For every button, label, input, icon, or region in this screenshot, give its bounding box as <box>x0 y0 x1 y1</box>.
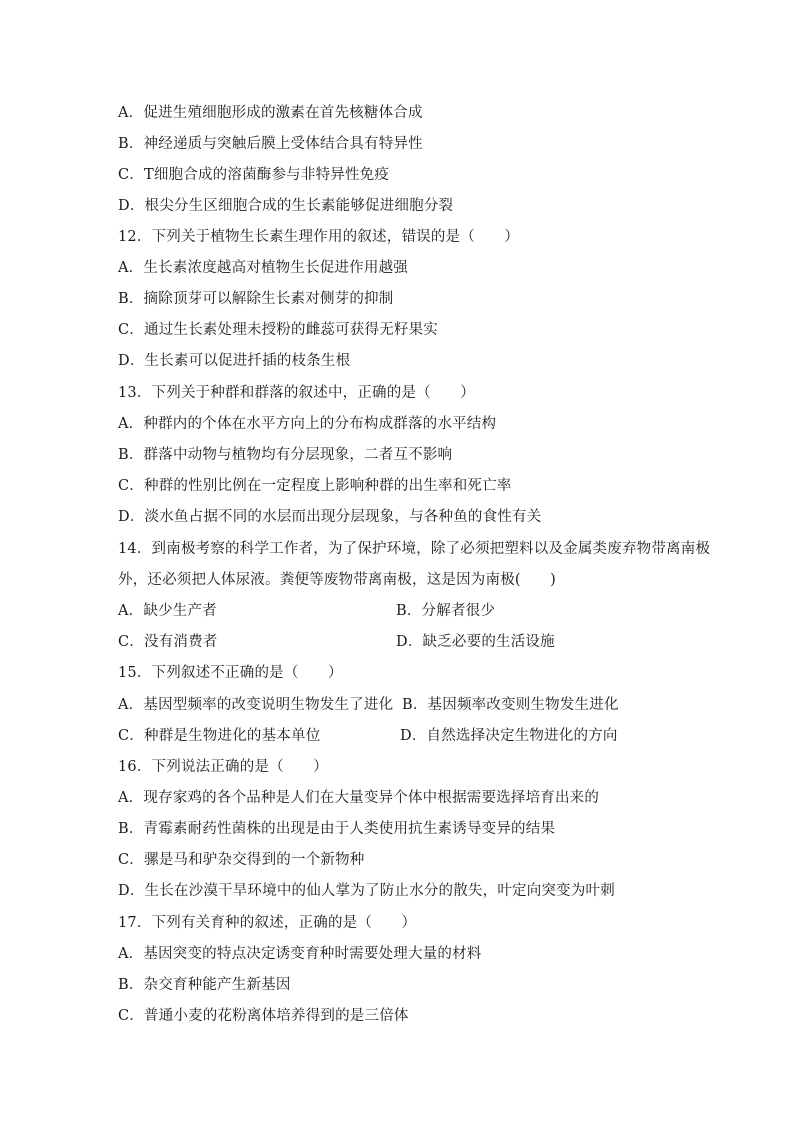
q14-stem-line1: 14．到南极考察的科学工作者，为了保护环境，除了必须把塑料以及金属类废弃物带离南极 <box>118 541 711 557</box>
q14-option-b: B．分解者很少 <box>396 603 496 619</box>
q16-option-b: B．青霉素耐药性菌株的出现是由于人类使用抗生素诱导变异的结果 <box>118 821 556 837</box>
q11-option-b: B．神经递质与突触后膜上受体结合具有特异性 <box>118 136 423 152</box>
q12-stem: 12．下列关于植物生长素生理作用的叙述，错误的是（ ） <box>118 229 520 245</box>
q15-option-b: B．基因频率改变则生物发生进化 <box>402 697 619 713</box>
q17-stem: 17．下列有关育种的叙述，正确的是（ ） <box>118 915 417 931</box>
q17-option-a: A．基因突变的特点决定诱变育种时需要处理大量的材料 <box>118 946 482 962</box>
q12-option-c: C．通过生长素处理未授粉的雌蕊可获得无籽果实 <box>118 322 438 338</box>
q13-option-b: B．群落中动物与植物均有分层现象，二者互不影响 <box>118 447 453 463</box>
q16-option-d: D．生长在沙漠干旱环境中的仙人掌为了防止水分的散失，叶定向突变为叶刺 <box>118 883 615 899</box>
q13-option-a: A．种群内的个体在水平方向上的分布构成群落的水平结构 <box>118 416 497 432</box>
q14-option-c: C．没有消费者 <box>118 634 218 650</box>
q16-stem: 16．下列说法正确的是（ ） <box>118 759 328 775</box>
q11-option-d: D．根尖分生区细胞合成的生长素能够促进细胞分裂 <box>118 198 454 214</box>
q12-option-a: A．生长素浓度越高对植物生长促进作用越强 <box>118 260 408 276</box>
q11-option-a: A．促进生殖细胞形成的激素在首先核糖体合成 <box>118 105 423 121</box>
q11-option-c: C．T细胞合成的溶菌酶参与非特异性免疫 <box>118 167 390 183</box>
q17-option-b: B．杂交育种能产生新基因 <box>118 977 291 993</box>
q12-option-b: B．摘除顶芽可以解除生长素对侧芽的抑制 <box>118 291 394 307</box>
q13-stem: 13．下列关于种群和群落的叙述中，正确的是（ ） <box>118 385 475 401</box>
q14-stem-line2: 外，还必须把人体尿液。粪便等废物带离南极，这是因为南极( ) <box>118 572 557 588</box>
q14-option-a: A．缺少生产者 <box>118 603 217 619</box>
q15-option-c: C．种群是生物进化的基本单位 <box>118 728 321 744</box>
q15-option-d: D．自然选择决定生物进化的方向 <box>400 728 618 744</box>
q16-option-c: C．骡是马和驴杂交得到的一个新物种 <box>118 852 365 868</box>
q13-option-c: C．种群的性别比例在一定程度上影响种群的出生率和死亡率 <box>118 478 512 494</box>
q17-option-c: C．普通小麦的花粉离体培养得到的是三倍体 <box>118 1008 409 1024</box>
q13-option-d: D．淡水鱼占据不同的水层而出现分层现象，与各种鱼的食性有关 <box>118 509 542 525</box>
q15-stem: 15．下列叙述不正确的是（ ） <box>118 665 343 681</box>
q16-option-a: A．现存家鸡的各个品种是人们在大量变异个体中根据需要选择培育出来的 <box>118 790 600 806</box>
q14-option-d: D．缺乏必要的生活设施 <box>396 634 555 650</box>
q12-option-d: D．生长素可以促进扦插的枝条生根 <box>118 353 351 369</box>
q15-option-a: A．基因型频率的改变说明生物发生了进化 <box>118 697 394 713</box>
